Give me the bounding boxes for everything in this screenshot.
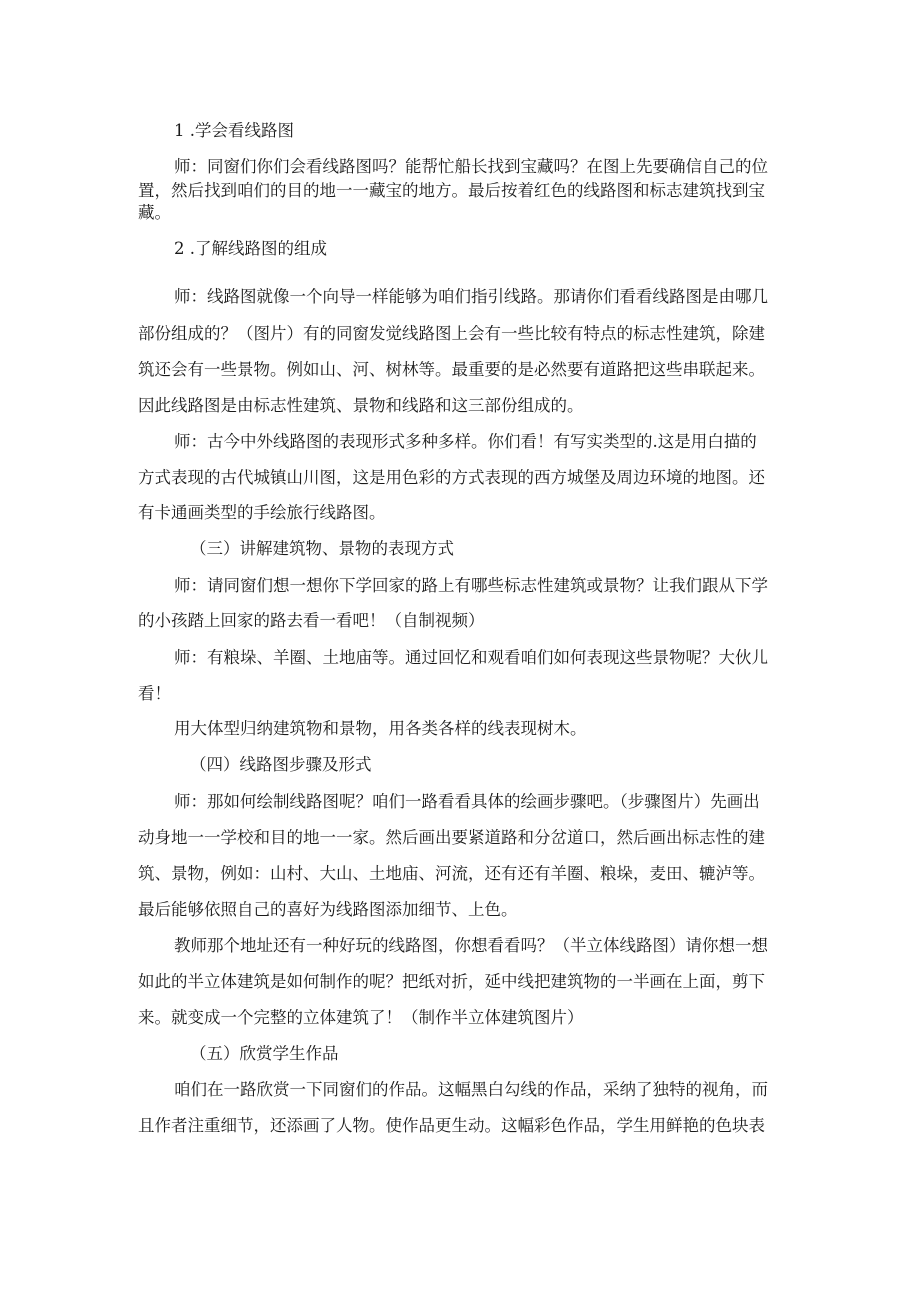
heading-1: 1 .学会看线路图	[174, 121, 294, 140]
paragraph-line: 师：那如何绘制线路图呢？咱们一路看看具体的绘画步骤吧。（步骤图片）先画出	[174, 792, 760, 811]
paragraph-line: 教师那个地址还有一种好玩的线路图，你想看看吗？（半立体线路图）请你想一想	[174, 936, 768, 955]
paragraph-line: 师：有粮垛、羊圈、土地庙等。通过回忆和观看咱们如何表现这些景物呢？大伙儿	[174, 648, 768, 667]
paragraph-line: 因此线路图是由标志性建筑、景物和线路和这三部份组成的。	[138, 396, 584, 415]
paragraph-line: 置，然后找到咱们的目的地一一藏宝的地方。最后按着红色的线路图和标志建筑找到宝	[138, 181, 765, 200]
paragraph-line: 师：古今中外线路图的表现形式多种多样。你们看！有写实类型的.这是用白描的	[174, 432, 757, 451]
paragraph-line: 的小孩踏上回家的路去看一看吧！（自制视频）	[138, 611, 485, 630]
paragraph-line: 咱们在一路欣赏一下同窗们的作品。这幅黑白勾线的作品，采纳了独特的视角，而	[174, 1080, 768, 1099]
paragraph-line: 师：线路图就像一个向导一样能够为咱们指引线路。那请你们看看线路图是由哪几	[174, 287, 768, 306]
paragraph-line: 师：同窗们你们会看线路图吗？能帮忙船长找到宝藏吗？在图上先要确信自己的位	[174, 157, 768, 176]
paragraph-line: 来。就变成一个完整的立体建筑了！（制作半立体建筑图片）	[138, 1008, 584, 1027]
paragraph-line: 动身地一一学校和目的地一一家。然后画出要紧道路和分岔道口，然后画出标志性的建	[138, 828, 765, 847]
paragraph-line: 用大体型归纳建筑物和景物，用各类各样的线表现树木。	[174, 719, 587, 738]
paragraph-line: 藏。	[138, 203, 171, 222]
paragraph-line: 师：请同窗们想一想你下学回家的路上有哪些标志性建筑或景物？让我们跟从下学	[174, 576, 768, 595]
paragraph-line: 如此的半立体建筑是如何制作的呢？把纸对折，延中线把建筑物的一半画在上面，剪下	[138, 972, 765, 991]
paragraph-line: 部份组成的？（图片）有的同窗发觉线路图上会有一些比较有特点的标志性建筑，除建	[138, 324, 765, 343]
paragraph-line: 看！	[138, 684, 171, 703]
heading-2: 2 .了解线路图的组成	[174, 239, 327, 258]
section-heading-4: （四）线路图步骤及形式	[190, 755, 372, 774]
paragraph-line: 筑、景物，例如：山村、大山、土地庙、河流，还有还有羊圈、粮垛，麦田、辘泸等。	[138, 864, 765, 883]
section-heading-5: （五）欣赏学生作品	[190, 1044, 339, 1063]
paragraph-line: 有卡通画类型的手绘旅行线路图。	[138, 503, 386, 522]
paragraph-line: 且作者注重细节，还添画了人物。使作品更生动。这幅彩色作品，学生用鲜艳的色块表	[138, 1116, 765, 1135]
paragraph-line: 筑还会有一些景物。例如山、河、树林等。最重要的是必然要有道路把这些串联起来。	[138, 360, 765, 379]
paragraph-line: 最后能够依照自己的喜好为线路图添加细节、上色。	[138, 900, 518, 919]
paragraph-line: 方式表现的古代城镇山川图，这是用色彩的方式表现的西方城堡及周边环境的地图。还	[138, 468, 765, 487]
section-heading-3: （三）讲解建筑物、景物的表现方式	[190, 539, 454, 558]
